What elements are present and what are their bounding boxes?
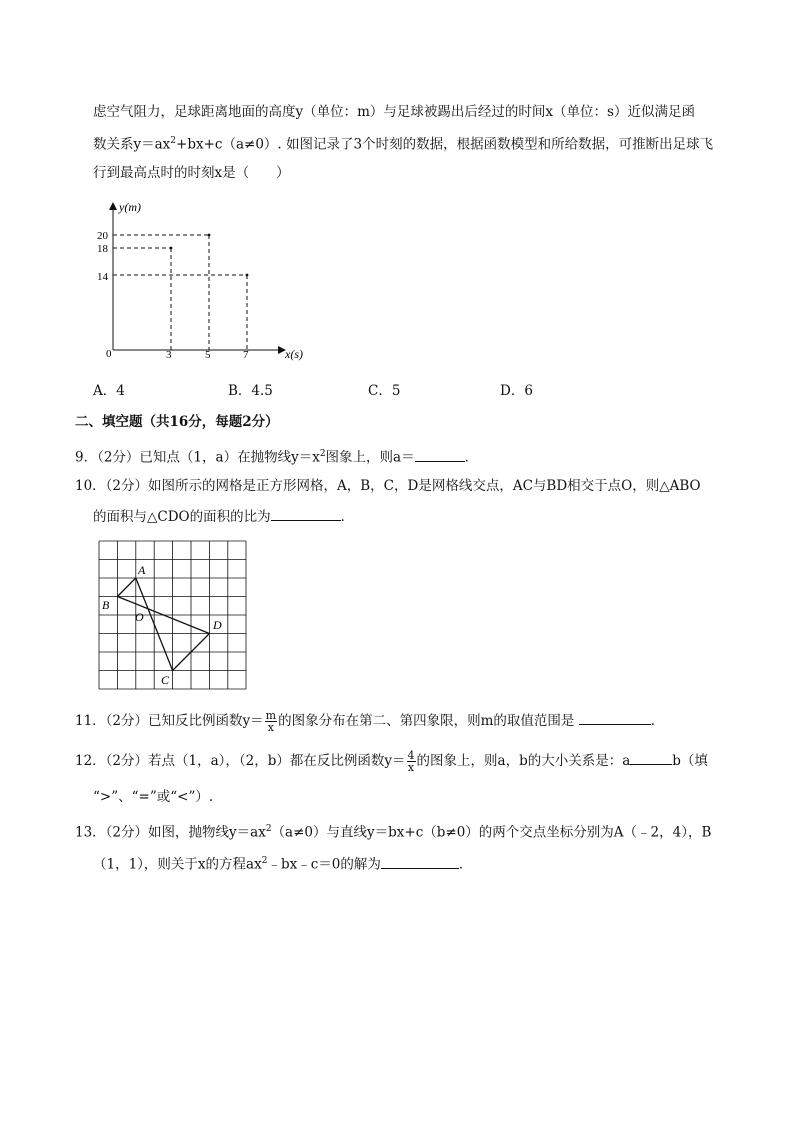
q10-line2-b: ．: [340, 509, 355, 525]
q11-answer-blank[interactable]: [579, 710, 651, 725]
q12-line2: “>”、“=”或“<”）.: [93, 789, 214, 805]
label-c: C: [161, 673, 170, 687]
point-7-14: [246, 274, 249, 277]
q8-line2-a: 数关系y＝ax: [93, 136, 171, 153]
q11-frac-num: m: [265, 709, 277, 722]
q12-text-a: 12．（2分）若点（1，a），（2，b）都在反比例函数y＝: [75, 753, 406, 769]
q12-text-c: b（填: [672, 753, 708, 769]
q11-text-c: ．: [650, 713, 665, 729]
q13-sup-2: 2: [261, 856, 268, 866]
y-tick-14: 14: [97, 271, 108, 283]
q13-sup-1: 2: [265, 824, 272, 834]
q11-fraction: [265, 710, 277, 733]
q12-text-b: 的图象上，则a，b的大小关系是：a: [416, 753, 631, 769]
y-tick-18: 18: [97, 243, 108, 255]
q12-frac-den: x: [407, 761, 415, 774]
y-axis-label: y(m): [119, 200, 141, 214]
q13-line1-b: （a≠0）与直线y＝bx+c（b≠0）的两个交点坐标分别为A（﹣2，4），B: [271, 824, 712, 841]
q10-grid-figure: [98, 540, 248, 692]
y-tick-20: 20: [97, 230, 108, 242]
q13-line2-a: （1，1），则关于x的方程ax: [93, 856, 262, 873]
q11: [75, 706, 664, 736]
q8-option-c: C．5: [368, 383, 401, 399]
q9-text-a: 9．（2分）已知点（1，a）在抛物线y＝x: [75, 449, 320, 466]
x-tick-5: 5: [205, 349, 211, 361]
q12-fraction: [407, 750, 416, 773]
label-d: D: [213, 618, 222, 632]
q8-line1: 虑空气阻力，足球距离地面的高度y（单位：m）与足球被踢出后经过的时间x（单位：s）近似满足函: [93, 104, 695, 120]
q13-answer-blank[interactable]: [381, 854, 459, 869]
q13-line2-b: ﹣bx﹣c＝0的解为: [267, 856, 381, 873]
label-a: A: [138, 563, 146, 577]
x-tick-7: 7: [243, 349, 249, 361]
q8-line2: [93, 131, 713, 155]
q10-answer-blank[interactable]: [271, 506, 341, 521]
q13-line2: [93, 851, 472, 875]
q9-answer-blank[interactable]: [415, 447, 465, 462]
x-tick-3: 3: [166, 349, 172, 361]
q9-text-c: ．: [464, 449, 479, 466]
grid-lines: [99, 541, 246, 689]
point-3-18: [170, 247, 173, 250]
label-o: O: [135, 610, 144, 624]
q11-text-b: 的图象分布在第二、第四象限，则m的取值范围是: [278, 713, 575, 729]
q8-sup: 2: [170, 136, 177, 146]
q9-sup: 2: [319, 449, 326, 459]
q8-option-b: B．4.5: [228, 383, 273, 399]
q8-option-d: D．6: [500, 383, 533, 399]
q11-text-a: 11．（2分）已知反比例函数y＝: [75, 713, 264, 729]
q8-line2-b: +bx+c（a≠0）. 如图记录了3个时刻的数据，根据函数模型和所给数据，可推断出足球飞: [176, 136, 714, 153]
q11-frac-den: x: [267, 721, 274, 734]
q12: [75, 746, 708, 776]
q12-answer-blank[interactable]: [630, 750, 672, 765]
q9-text-b: 图象上，则a＝: [325, 449, 415, 466]
point-5-20: [208, 234, 211, 237]
q8-chart: [95, 195, 315, 370]
q10-line2-a: 的面积与△CDO的面积的比为: [93, 509, 271, 525]
q10-line1: 10．（2分）如图所示的网格是正方形网格，A，B，C，D是网格线交点，AC与BD相交于点O，则△ABO: [75, 478, 701, 494]
q9: [75, 444, 478, 468]
origin-label: 0: [106, 348, 112, 360]
q8-option-a: A．4: [93, 383, 125, 399]
q13-line1: [75, 819, 711, 843]
figure-segments: [117, 578, 209, 671]
x-axis-label: x(s): [285, 347, 303, 361]
q8-line3: 行到最高点时的时刻x是（ ）: [93, 165, 290, 181]
q10-line2: [93, 506, 354, 527]
q12-frac-num: 4: [407, 749, 415, 762]
q13-line2-c: ．: [458, 856, 473, 873]
section2-title: 二、填空题（共16分，每题2分）: [75, 414, 279, 430]
q13-line1-a: 13．（2分）如图，抛物线y＝ax: [75, 824, 266, 841]
label-b: B: [102, 598, 110, 612]
